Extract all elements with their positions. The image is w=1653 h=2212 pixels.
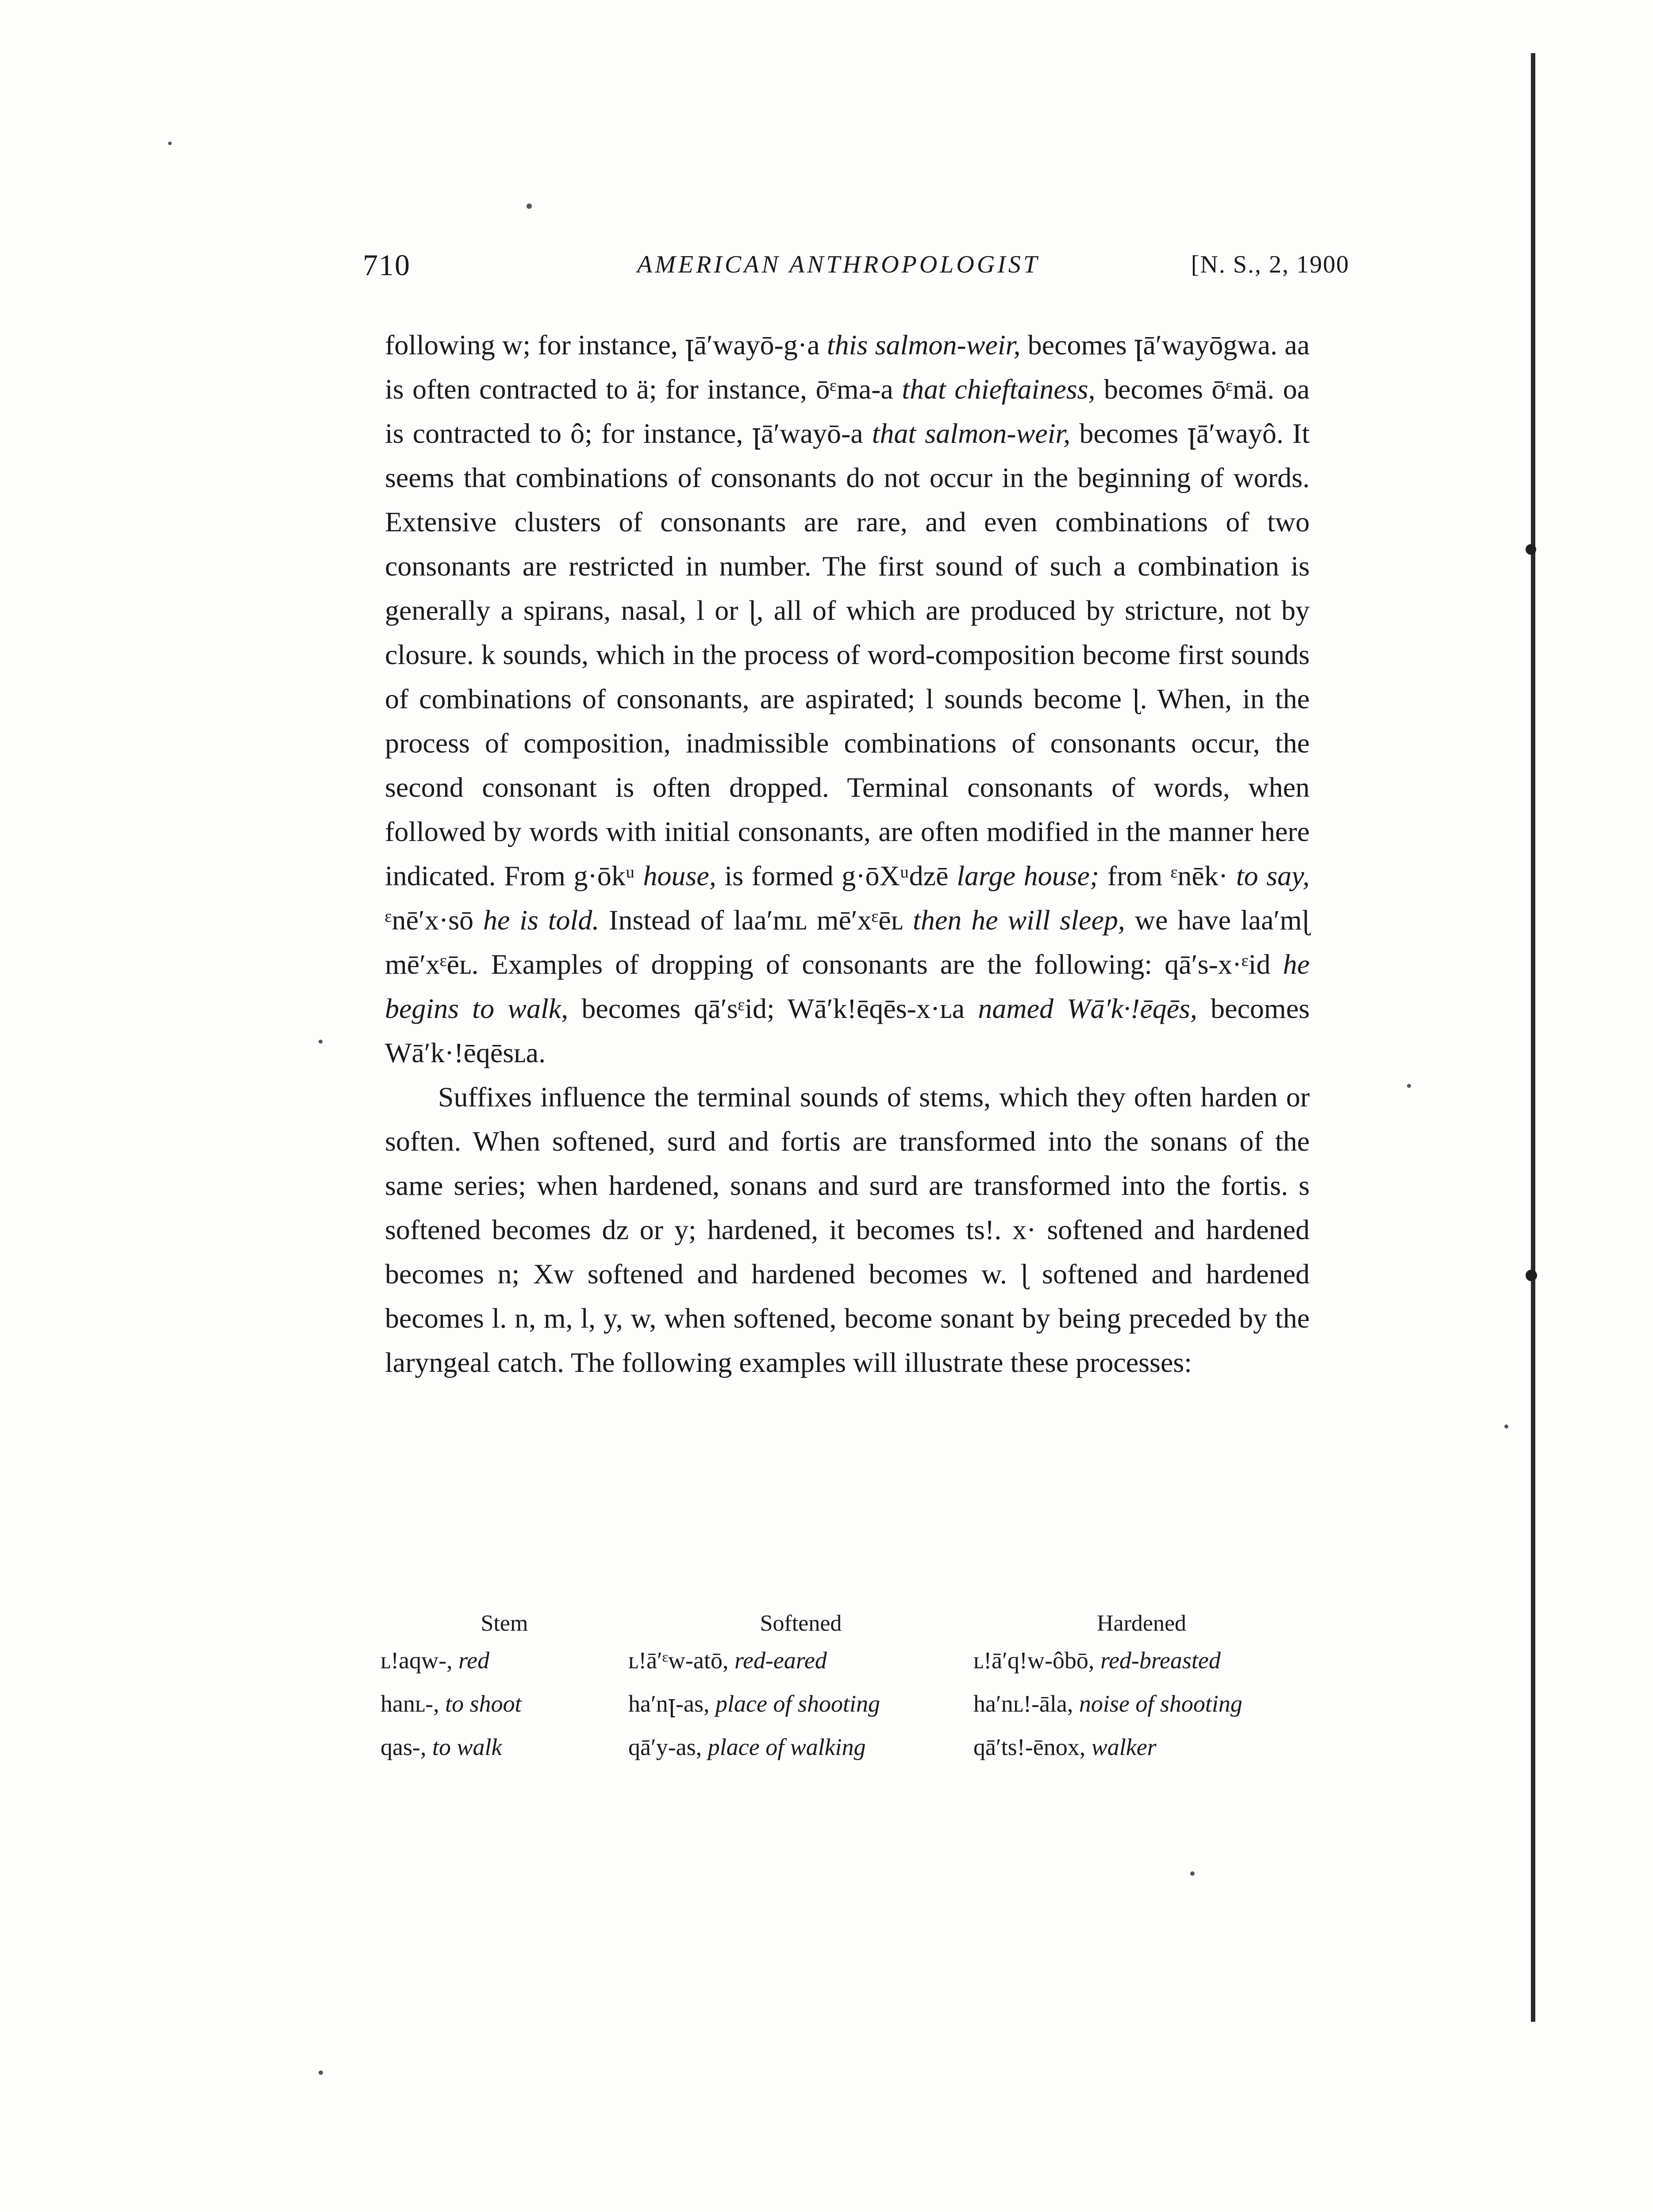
example-row [381,1732,1310,1775]
examples-header-row [381,1610,1310,1645]
italic-gloss: red [458,1647,490,1674]
text-run: Suffixes influence the terminal sounds of stems, which they often harden or soften. When softened, surd and fortis are transformed into the sonans of the same series; when hardened, sonans and surd are transformed into the fortis. s softened becomes dz or y; hardened, it becomes ts!. x· softened and hardened becomes n; Xw softened and hardened becomes w. ɭ softened and hardened becomes l. n, m, l, y, w, when softened, become sonant by being preceded by the laryngeal catch. The following examples will illustrate these processes: [385,1081,1310,1378]
italic-gloss: red-eared [734,1647,827,1674]
softened-cell [628,1732,973,1775]
italic-gloss: red-breasted [1100,1647,1221,1674]
italic-gloss: that chieftainess, [902,373,1096,405]
text-run: ʟ!ā′q!w-ôbō, [973,1647,1100,1674]
page-number: 710 [363,248,411,282]
text-run: ha′nꞁ-as, [628,1690,716,1717]
edge-mark [1526,1270,1537,1281]
speck [527,204,532,209]
journal-title: AMERICAN ANTHROPOLOGIST [637,251,1040,278]
stem-cell [381,1689,628,1732]
stem-cell [381,1732,628,1775]
text-run: becomes ōᵋmä. oa is contracted to ô; for instance, ꞁā′wayō-a [385,373,1310,449]
italic-gloss: then he will sleep, [913,904,1125,936]
speck [1407,1084,1411,1088]
running-head [363,248,1349,288]
speck [319,2070,323,2075]
italic-gloss: large house; [957,860,1099,891]
text-run: following w; for instance, ꞁā′wayō-g·a [385,329,827,361]
hardened-cell [973,1645,1310,1689]
text-run: ᵋma-a [830,373,902,405]
italic-gloss: walker [1091,1734,1157,1760]
softened-cell [628,1689,973,1732]
italic-gloss: this salmon-weir, [826,329,1021,361]
example-row [381,1689,1310,1732]
edge-mark [1526,544,1536,555]
text-run: becomes ꞁā′wayô. It seems that combinations of consonants do not occur in the beginning of words. Extensive clusters of consonants are rare, and even combinations of two consonants are restricted in number. The first sound of such a combination is generally a spirans, nasal, l or ɭ, all of which are produced by stricture, not by closure. k sounds, which in the process of word-composition become first sounds of combinations of consonants, are aspirated; l sounds become ɭ. When, in the process of composition, inadmissible combinations of consonants occur, the second consonant is often dropped. Terminal consonants of words, when followed by words with initial consonants, are often modified in the manner here indicated. From g·ōkᵘ [385,418,1310,891]
speck [168,142,172,145]
stem-cell [381,1645,628,1689]
text-run: ʟ!aqw-, [381,1647,459,1674]
italic-gloss: to say, [1236,860,1310,891]
italic-gloss: he is told. [483,904,600,936]
paragraph [385,1075,1310,1385]
text-run: ᵋnē′x·sō [385,904,483,936]
issue-reference: [N. S., 2, 1900 [1191,251,1349,278]
text-run: Instead of laa′mʟ mē′xᵋēʟ [599,904,913,936]
italic-gloss: that salmon-weir, [872,418,1071,449]
text-run: qā′y-as, [628,1734,708,1760]
column-header-softened: Softened [760,1611,842,1636]
speck [1190,1871,1195,1876]
italic-gloss: to walk [432,1734,502,1760]
softened-cell [628,1645,973,1689]
text-run: is formed g·ōXᵘdzē [716,860,957,891]
italic-gloss: to shoot [445,1690,522,1717]
text-run: we have laa′mɭ mē′xᵋēʟ. Examples of dropping of consonants are the following: qā′s-x·ᵋid [385,904,1310,980]
italic-gloss: noise of shooting [1079,1690,1242,1717]
text-run: qā′ts!-ēnox, [973,1734,1092,1760]
binding-shadow [1531,53,1535,2022]
italic-gloss: place of walking [707,1734,866,1760]
hardened-cell [973,1689,1310,1732]
column-header-stem: Stem [481,1611,528,1636]
speck [319,1040,323,1044]
text-run: becomes ꞁā′wayōgwa. aa is often contracted to ä; for instance, ō [385,329,1310,405]
speck [1504,1425,1508,1429]
text-run: ʟ!ā′ᵋw-atō, [628,1647,734,1674]
text-run: qas-, [381,1734,432,1760]
paragraph [385,323,1310,1075]
examples-table [381,1610,1310,1775]
text-run: hanʟ-, [381,1690,446,1717]
italic-gloss: place of shooting [715,1690,880,1717]
italic-gloss: he begins to walk, [385,949,1310,1024]
text-run: becomes qā′sᵋid; Wā′k!ēqēs-x·ʟa [568,993,978,1024]
italic-gloss: named Wā′k·!ēqēs, [978,993,1197,1024]
example-row [381,1645,1310,1689]
body-text [385,323,1310,1385]
italic-gloss: house, [643,860,716,891]
text-run: ha′nʟ!-āla, [973,1690,1079,1717]
column-header-hardened: Hardened [1096,1611,1187,1636]
text-run: becomes Wā′k·!ēqēsʟa. [385,993,1310,1068]
hardened-cell [973,1732,1310,1775]
text-run: from ᵋnēk· [1099,860,1236,891]
